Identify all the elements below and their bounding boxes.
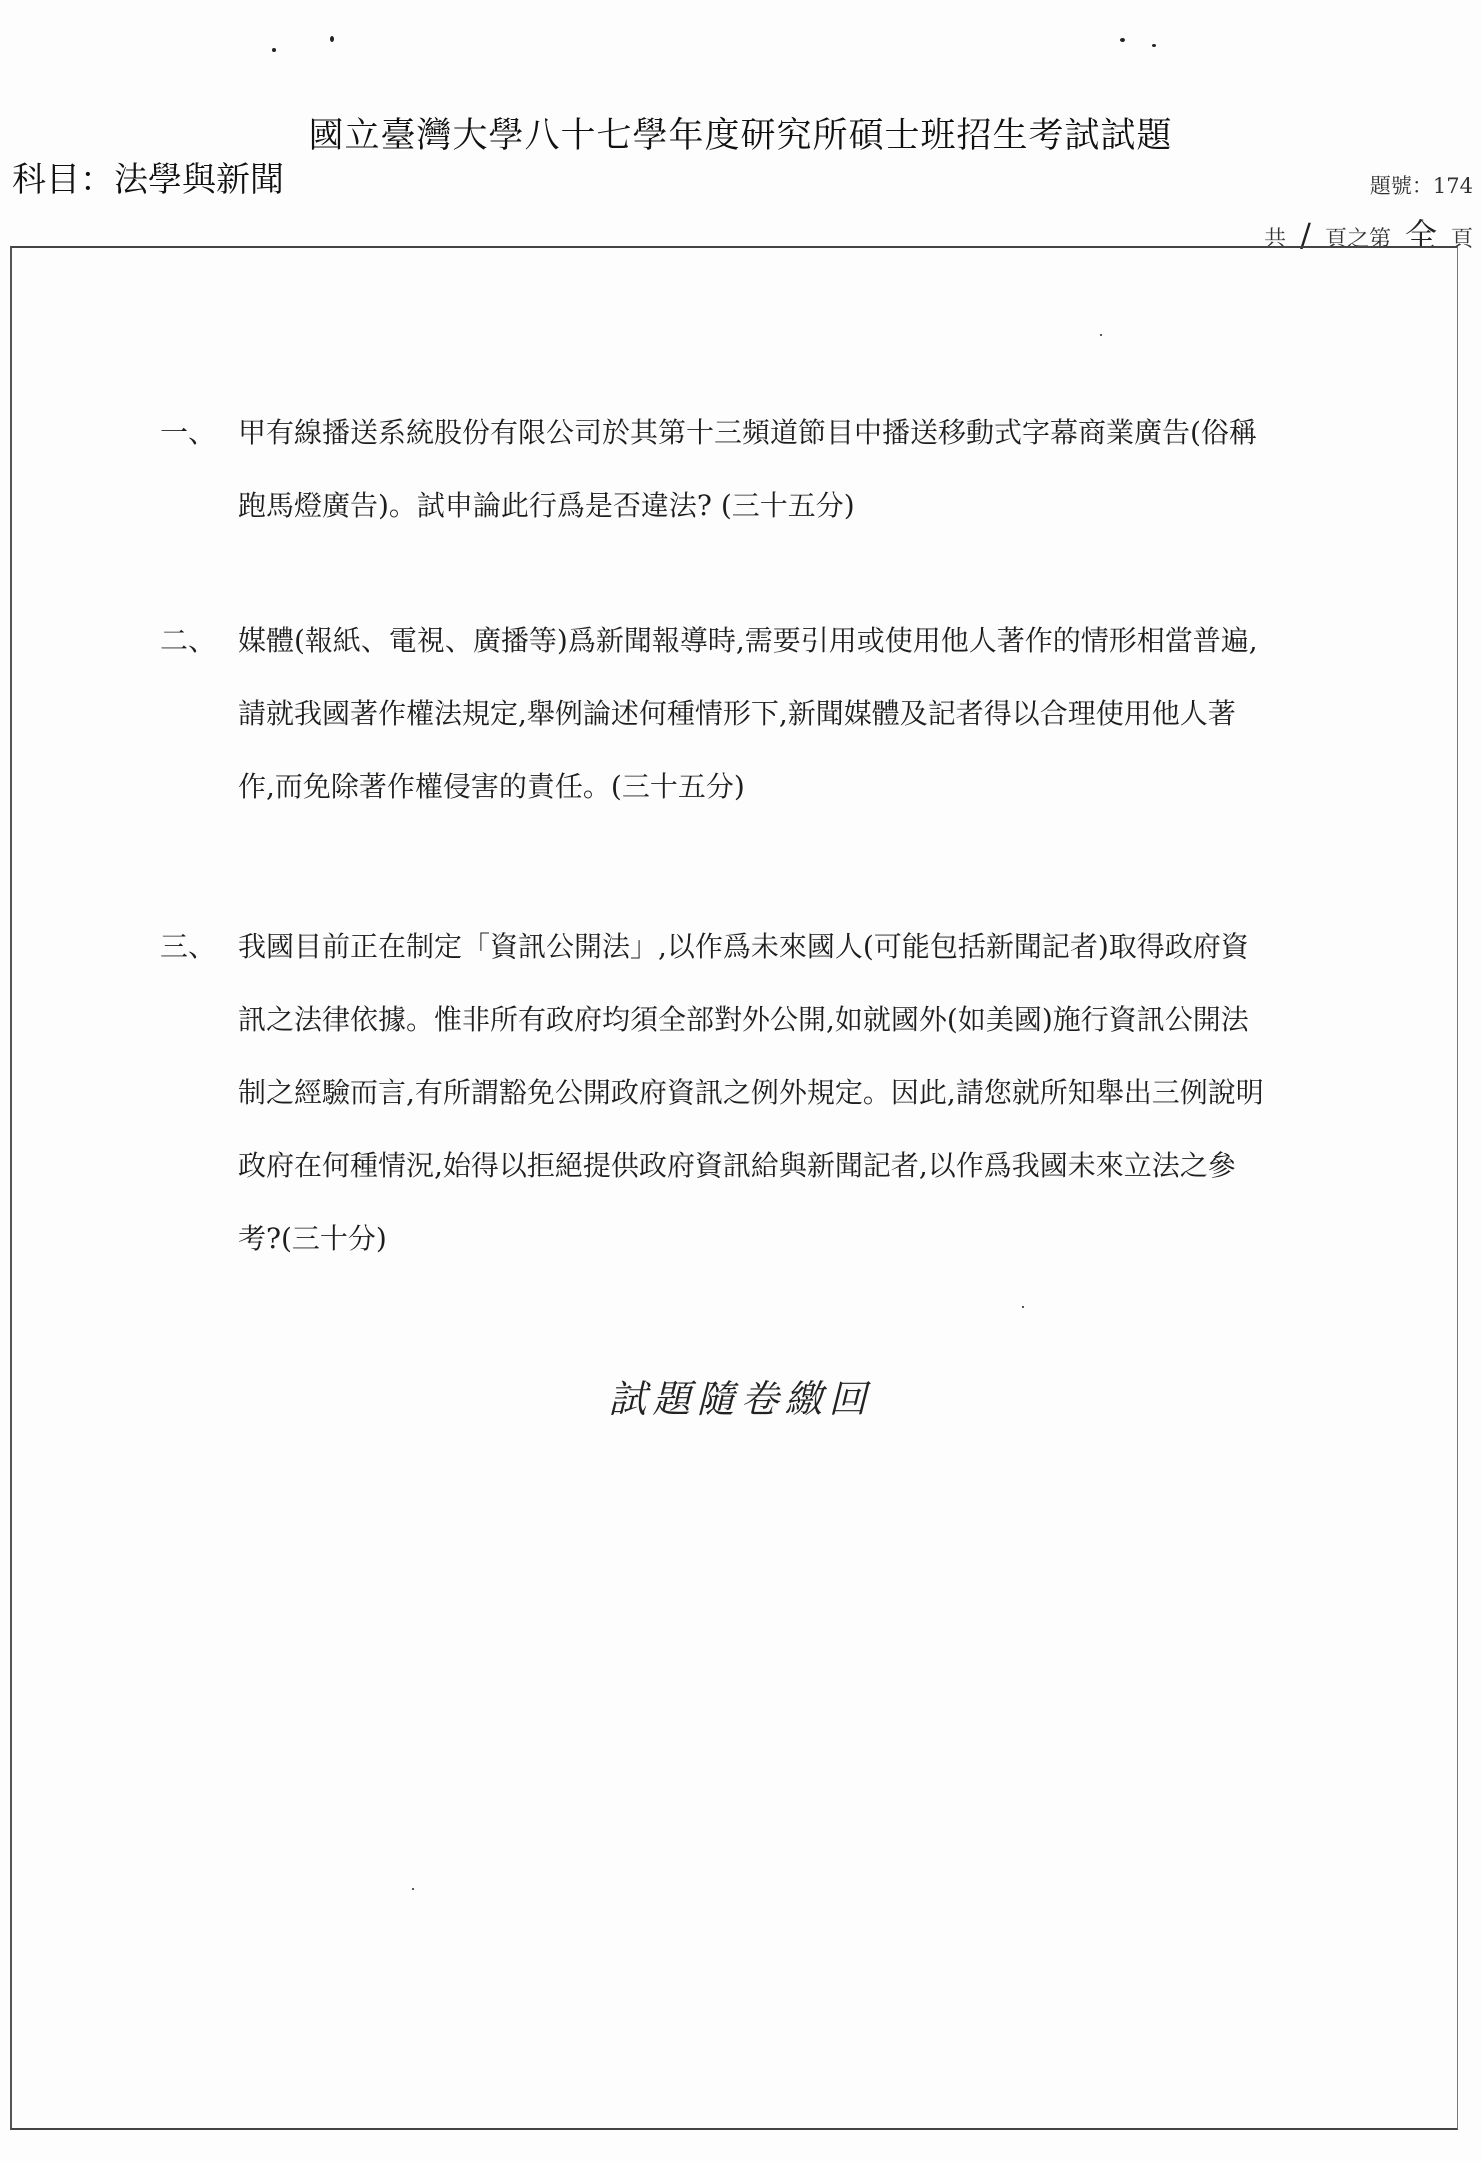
page-end-label: 頁 bbox=[1450, 227, 1473, 252]
question-3-number: 三、 bbox=[160, 930, 217, 963]
scan-speck bbox=[1120, 38, 1125, 42]
question-1-number: 一、 bbox=[160, 416, 217, 449]
question-1-text: 甲有線播送系統股份有限公司於其第十三頻道節目中播送移動式字幕商業廣告(俗稱跑馬燈廣告)。試申論此行爲是否違法? (三十五分) bbox=[238, 416, 1257, 522]
page-total-label: 共 bbox=[1264, 227, 1287, 252]
question-number: 題號：174 bbox=[1369, 174, 1473, 198]
scan-speck bbox=[330, 36, 334, 42]
question-2-text: 媒體(報紙、電視、廣播等)爲新聞報導時,需要引用或使用他人著作的情形相當普遍,請就我國著作權法規定,舉例論述何種情形下,新聞媒體及記者得以合理使用他人著作,而免除著作權侵害的責任。(三十五分) bbox=[238, 624, 1258, 803]
subject-label: 科目：法學與新聞 bbox=[12, 160, 284, 200]
page-current: 全 bbox=[1404, 216, 1437, 254]
exam-title: 國立臺灣大學八十七學年度研究所碩士班招生考試試題 bbox=[308, 116, 1173, 156]
scan-speck bbox=[1152, 44, 1156, 47]
question-2-number: 二、 bbox=[160, 624, 217, 657]
question-3-text: 我國目前正在制定「資訊公開法」,以作爲未來國人(可能包括新聞記者)取得政府資訊之法律依據。惟非所有政府均須全部對外公開,如就國外(如美國)施行資訊公開法制之經驗而言,有所謂豁免公開政府資訊之例外規定。因此,請您就所知舉出三例說明政府在何種情況,始得以拒絕提供政府資訊給與新聞記者,以作爲我國未來立法之參考?(三十分) bbox=[238, 930, 1264, 1255]
page-total: / bbox=[1300, 216, 1311, 254]
scan-speck bbox=[272, 48, 276, 52]
return-paper-note: 試題隨卷繳回 bbox=[608, 1377, 873, 1421]
page-mid-label: 頁之第 bbox=[1324, 227, 1391, 252]
